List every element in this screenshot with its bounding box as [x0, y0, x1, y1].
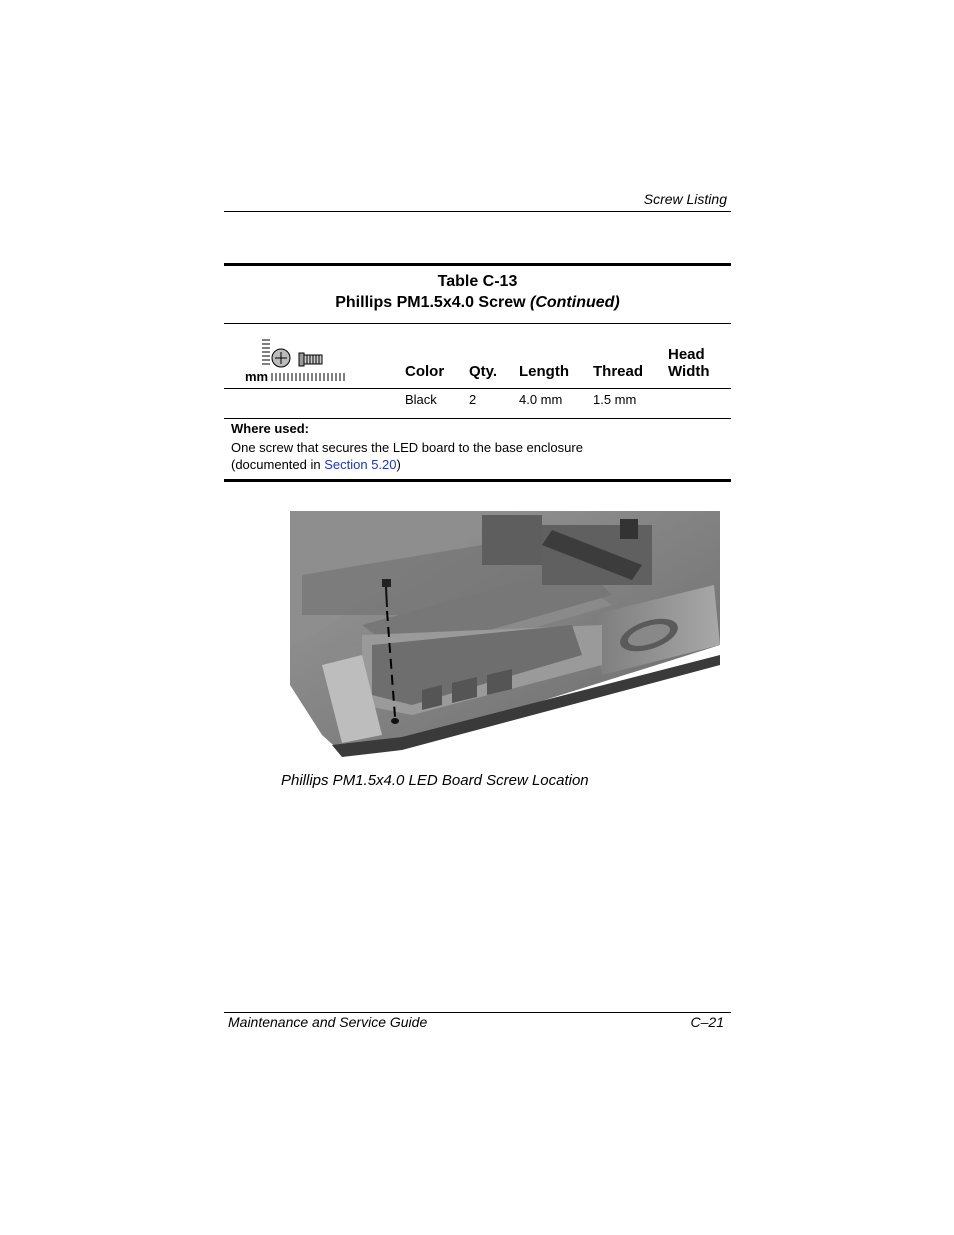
where-used-prefix: (documented in: [231, 457, 325, 472]
table-top-rule: [224, 263, 731, 266]
footer-divider: [224, 1012, 731, 1013]
where-used-text: [231, 439, 711, 473]
where-used-line2: [231, 456, 711, 473]
footer-page-number: C–21: [690, 1014, 724, 1030]
footer-guide-title: Maintenance and Service Guide: [228, 1014, 428, 1030]
screw-head-icon: [382, 579, 391, 587]
cell-qty: 2: [469, 392, 477, 407]
where-used-label: Where used:: [231, 421, 310, 436]
where-used-line1: One screw that secures the LED board to the base enclosure: [231, 440, 583, 455]
table-title-name: Phillips PM1.5x4.0 Screw: [335, 294, 526, 311]
where-used-suffix: ): [396, 457, 401, 472]
table-bottom-rule: [224, 479, 731, 482]
table-header-rule: [224, 388, 731, 389]
table-title: [224, 294, 731, 312]
screw-hole-icon: [391, 718, 399, 724]
col-header-thread: Thread: [593, 363, 644, 380]
cell-thread: 1.5 mm: [593, 392, 637, 407]
table-row-rule: [224, 418, 731, 419]
col-header-head-width-line1: Head: [668, 346, 705, 363]
section-link[interactable]: Section 5.20: [324, 457, 397, 472]
figure-caption: Phillips PM1.5x4.0 LED Board Screw Location: [281, 772, 589, 789]
col-header-length: Length: [519, 363, 569, 380]
header-divider: [224, 211, 731, 212]
screw-shaft-icon: [386, 587, 387, 607]
ruler-unit-label: mm: [245, 369, 269, 384]
table-title-rule: [224, 323, 731, 324]
running-header: Screw Listing: [643, 191, 727, 207]
cell-color: Black: [405, 392, 437, 407]
col-header-head-width-line2: Width: [668, 363, 710, 380]
col-header-color: Color: [405, 363, 445, 380]
col-header-qty: Qty.: [469, 363, 498, 380]
cell-length: 4.0 mm: [519, 392, 563, 407]
table-number: Table C-13: [437, 273, 518, 290]
table-title-continued: (Continued): [530, 294, 620, 311]
led-board-screw-illustration: [282, 505, 722, 761]
